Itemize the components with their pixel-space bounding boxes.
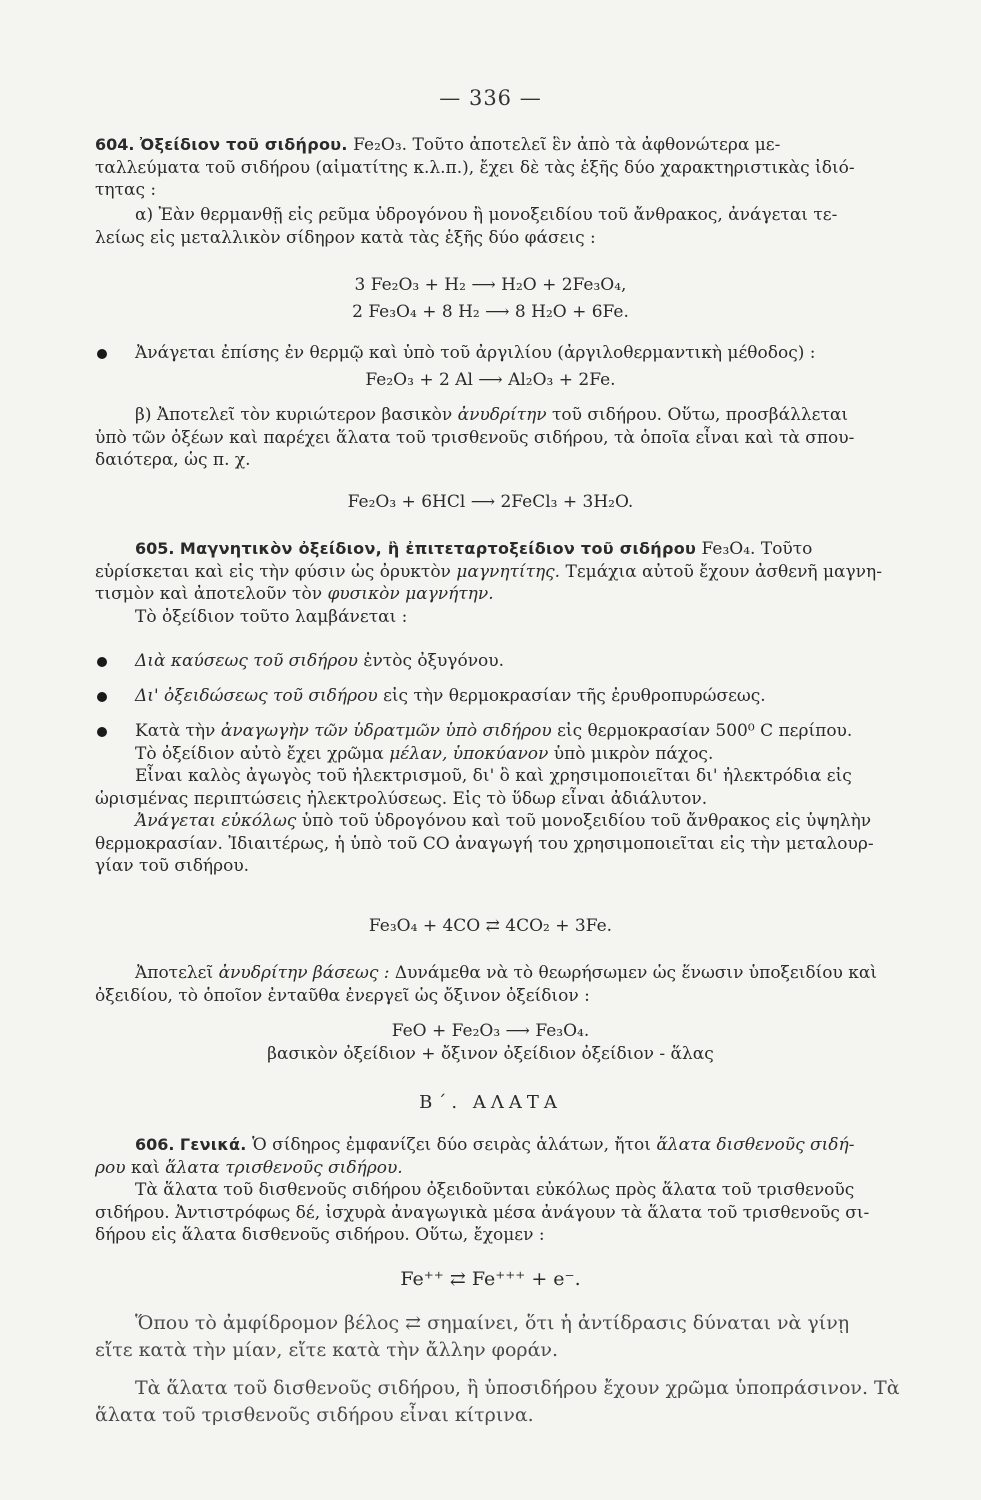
equation-6: FeO + Fe₂O₃ ⟶ Fe₃O₄. — [391, 1021, 590, 1041]
section-604-point-b: β) Ἀποτελεῖ τὸν κυριώτερον βασικὸν ἀνυδρίτην τοῦ σιδήρου. Οὕτω, προσβάλλεται ὑπὸ τῶν ὀξέων καὶ παρέχει ἅλατα τοῦ τρισθενοῦς σιδήρου, τὰ ὁποῖα εἶναι καὶ τὰ σπου- δαιότερα, ὡς π. χ. — [95, 404, 957, 472]
equation-2: 2 Fe₃O₄ + 8 H₂ ⟶ 8 H₂O + 6Fe. — [352, 302, 629, 322]
text-line: ὀξειδίου, τὸ ὁποῖον ἐνταῦθα ἐνεργεῖ ὡς ὄξινον ὀξείδιον : — [95, 985, 590, 1006]
section-number: 605. — [135, 539, 175, 558]
text-line: Εἶναι καλὸς ἀγωγὸς τοῦ ἠλεκτρισμοῦ, δι' ὃ καὶ χρησιμοποιεῖται δι' ἠλεκτρόδια εἰς — [135, 766, 852, 786]
equation-5: Fe₃O₄ + 4CO ⇄ 4CO₂ + 3Fe. — [368, 916, 613, 936]
equation-6-labels: βασικὸν ὀξείδιον + ὄξινον ὀξείδιον ὀξείδιον - ἅλας — [267, 1044, 714, 1064]
text-line: ταλλεύματα τοῦ σιδήρου (αἱματίτης κ.λ.π.), ἔχει δὲ τὰς ἑξῆς δύο χαρακτηριστικὰς ἰδιό- — [95, 157, 855, 178]
text-line: δήρου εἰς ἅλατα δισθενοῦς σιδήρου. Οὕτω, ἔχομεν : — [95, 1225, 545, 1245]
equation-1: 3 Fe₂O₃ + H₂ ⟶ H₂O + 2Fe₃O₄, — [354, 275, 627, 295]
method-2: Δι' ὀξειδώσεως τοῦ σιδήρου εἰς τὴν θερμοκρασίαν τῆς ἐρυθροπυρώσεως. — [135, 686, 766, 706]
page-number: — 336 — — [439, 86, 542, 110]
also-reduced-line: Ἀνάγεται ἐπίσης ἐν θερμῷ καὶ ὑπὸ τοῦ ἀργιλίου (ἀργιλοθερμαντικὴ μέθοδος) : — [135, 343, 816, 363]
text-line: δαιότερα, ὡς π. χ. — [95, 450, 251, 470]
text-line: Ὅπου τὸ ἀμφίδρομον βέλος ⇄ σημαίνει, ὅτι ἡ ἀντίδρασις δύναται νὰ γίνῃ — [135, 1312, 850, 1334]
section-605-intro: 605. Μαγνητικὸν ὀξείδιον, ἢ ἐπιτεταρτοξείδιον τοῦ σιδήρου Fe₃O₄. Τοῦτο εὑρίσκεται καὶ εἰς τὴν φύσιν ὡς ὀρυκτὸν μαγνητίτης. Τεμάχια αὐτοῦ ἔχουν ἀσθενῆ μαγνη- τισμὸν καὶ ἀποτελοῦν τὸν φυσικὸν μαγνήτην. Τὸ ὀξείδιον τοῦτο λαμβάνεται : — [95, 538, 957, 628]
section-heading: Γενικά. — [179, 1135, 247, 1154]
method-1: Διὰ καύσεως τοῦ σιδήρου ἐντὸς ὀξυγόνου. — [135, 651, 505, 671]
text-line: ἅλατα τοῦ τρισθενοῦς σιδήρου εἶναι κίτρινα. — [95, 1404, 534, 1426]
text-line: σιδήρου. Ἀντιστρόφως δέ, ἰσχυρὰ ἀναγωγικὰ μέσα ἀνάγουν τὰ ἅλατα τοῦ τρισθενοῦς σι- — [95, 1202, 870, 1223]
section-number: 606. — [135, 1135, 175, 1154]
section-604-point-a — [95, 204, 957, 249]
text-line: Τοῦτο ἀποτελεῖ ἓν ἀπὸ τὰ ἀφθονώτερα με- — [412, 135, 781, 155]
text-line: εἴτε κατὰ τὴν μίαν, εἴτε κατὰ τὴν ἄλλην φοράν. — [95, 1339, 558, 1361]
formula: Fe₃O₄. — [701, 539, 756, 559]
text-line: ὑπὸ τῶν ὀξέων καὶ παρέχει ἅλατα τοῦ τρισθενοῦς σιδήρου, τὰ ὁποῖα εἶναι καὶ τὰ σπου- — [95, 427, 855, 448]
section-heading: Ὀξείδιον τοῦ σιδήρου. — [139, 135, 348, 154]
text-line: τητας : — [95, 180, 157, 200]
text-line: Τὸ ὀξείδιον τοῦτο λαμβάνεται : — [135, 606, 408, 627]
text-line: ὡρισμένας περιπτώσεις ἠλεκτρολύσεως. Εἰς τὸ ὕδωρ εἶναι ἀδιάλυτον. — [95, 788, 708, 809]
anhydride-paragraph: Ἀποτελεῖ ἀνυδρίτην βάσεως : Δυνάμεθα νὰ τὸ θεωρήσωμεν ὡς ἕνωσιν ὑποξειδίου καὶ ὀξειδίου, τὸ ὁποῖον ἐνταῦθα ἐνεργεῖ ὡς ὄξινον ὀξείδιον : — [95, 962, 957, 1007]
text-line: θερμοκρασίαν. Ἰδιαιτέρως, ἡ ὑπὸ τοῦ CO ἀναγωγή του χρησιμοποιεῖται εἰς τὴν μεταλουρ- — [95, 833, 874, 854]
section-number: 604. — [95, 135, 135, 154]
text-line: Τὰ ἅλατα τοῦ δισθενοῦς σιδήρου ὀξειδοῦνται εὐκόλως πρὸς ἅλατα τοῦ τρισθενοῦς — [135, 1180, 855, 1200]
text-line: γίαν τοῦ σιδήρου. — [95, 856, 250, 876]
text-line: λείως εἰς μεταλλικὸν σίδηρον κατὰ τὰς ἑξῆς δύο φάσεις : — [95, 227, 596, 248]
section-604-intro — [95, 134, 957, 202]
formula: Fe₂O₃. — [353, 135, 408, 155]
text-line: α) Ἐὰν θερμανθῇ εἰς ρεῦμα ὑδρογόνου ἢ μονοξειδίου τοῦ ἄνθρακος, ἀνάγεται τε- — [135, 205, 838, 225]
section-b-title: Β΄. ΑΛΑΤΑ — [419, 1092, 562, 1113]
section-heading: Μαγνητικὸν ὀξείδιον, ἢ ἐπιτεταρτοξείδιον τοῦ σιδήρου — [179, 539, 697, 558]
arrow-explanation — [95, 1310, 957, 1364]
salt-colors-paragraph — [95, 1375, 957, 1429]
equation-7: Fe⁺⁺ ⇄ Fe⁺⁺⁺ + e⁻. — [400, 1268, 581, 1290]
method-3: Κατὰ τὴν ἀναγωγὴν τῶν ὑδρατμῶν ὑπὸ σιδήρου εἰς θερμοκρασίαν 500⁰ C περίπου. Τὸ ὀξείδιον αὐτὸ ἔχει χρῶμα μέλαν, ὑποκύανον ὑπὸ μικρὸν πάχος. Εἶναι καλὸς ἀγωγὸς τοῦ ἠλεκτρισμοῦ, δι' ὃ καὶ χρησιμοποιεῖται δι' ἠλεκτρόδια εἰς ὡρισμένας περιπτώσεις ἠλεκτρολύσεως. Εἰς τὸ ὕδωρ εἶναι ἀδιάλυτον. Ἀνάγεται εὐκόλως ὑπὸ τοῦ ὑδρογόνου καὶ τοῦ μονοξειδίου τοῦ ἄνθρακος εἰς ὑψηλὴν θερμοκρασίαν. Ἰδιαιτέρως, ἡ ὑπὸ τοῦ CO ἀναγωγή του χρησιμοποιεῖται εἰς τὴν μεταλουρ- γίαν τοῦ σιδήρου. — [95, 720, 957, 878]
text-line: Τὰ ἅλατα τοῦ δισθενοῦς σιδήρου, ἢ ὑποσιδήρου ἔχουν χρῶμα ὑποπράσινον. Τὰ — [135, 1377, 900, 1399]
section-606-intro: 606. Γενικά. Ὁ σίδηρος ἐμφανίζει δύο σειρὰς ἁλάτων, ἤτοι ἅλατα δισθενοῦς σιδή- ρου καὶ ἅλατα τρισθενοῦς σιδήρου. Τὰ ἅλατα τοῦ δισθενοῦς σιδήρου ὀξειδοῦνται εὐκόλως πρὸς ἅλατα τοῦ τρισθενοῦς σιδήρου. Ἀντιστρόφως δέ, ἰσχυρὰ ἀναγωγικὰ μέσα ἀνάγουν τὰ ἅλατα τοῦ τρισθενοῦς σι- δήρου εἰς ἅλατα δισθενοῦς σιδήρου. Οὕτω, ἔχομεν : — [95, 1134, 957, 1247]
equation-4: Fe₂O₃ + 6HCl ⟶ 2FeCl₃ + 3H₂O. — [347, 492, 634, 512]
equation-3: Fe₂O₃ + 2 Al ⟶ Al₂O₃ + 2Fe. — [365, 370, 616, 390]
